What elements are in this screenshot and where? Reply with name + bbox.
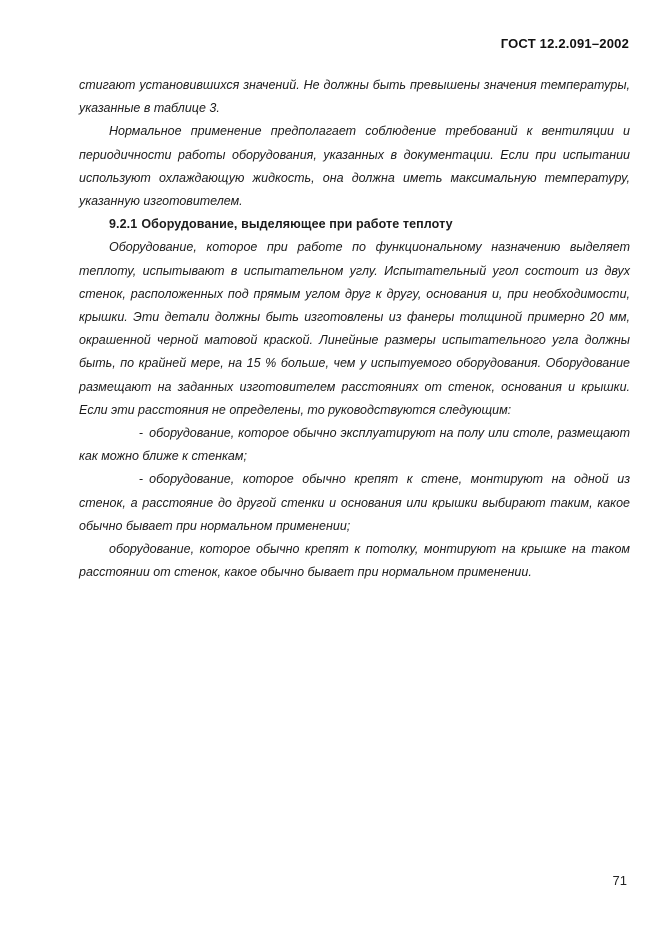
- list-item: [79, 422, 630, 468]
- section-number: 9.2.1: [109, 217, 138, 232]
- list-dash: -: [139, 426, 144, 441]
- list-item: [79, 538, 630, 584]
- section-title: Оборудование, выделяющее при работе теплоту: [141, 217, 453, 232]
- standard-code-header: ГОСТ 12.2.091–2002: [500, 36, 629, 51]
- document-body: [79, 74, 630, 584]
- list-dash: -: [139, 472, 144, 487]
- list-item-text: оборудование, которое обычно крепят к стене, монтируют на одной из стенок, а расстояние до другой стенки и основания или крышки выбирают таким, какое обычно бывает при нормальном применении;: [79, 472, 630, 533]
- paragraph-continuation: стигают установившихся значений. Не должны быть превышены значения температуры, указанные в таблице 3.: [79, 78, 630, 116]
- page-number: 71: [612, 873, 627, 888]
- list-item-text: оборудование, которое обычно эксплуатируют на полу или столе, размещают как можно ближе к стенкам;: [79, 426, 630, 464]
- paragraph-normal-use: Нормальное применение предполагает соблюдение требований к вентиляции и периодичности работы оборудования, указанных в документации. Если при испытании используют охлаждающую жидкость, она должна иметь максимальную температуру, указанную изготовителем.: [79, 124, 630, 209]
- section-heading: [79, 213, 630, 236]
- paragraph-test-corner: Оборудование, которое при работе по функциональному назначению выделяет теплоту, испытывают в испытательном углу. Испытательный угол состоит из двух стенок, расположенных под прямым углом друг к другу, основания и, при необходимости, крышки. Эти детали должны быть изготовлены из фанеры толщиной примерно 20 мм, окрашенной черной матовой краской. Линейные размеры испытательного угла должны быть, по крайней мере, на 15 % больше, чем у испытуемого оборудования. Оборудование размещают на заданных изготовителем расстояниях от стенок, основания и крышки. Если эти расстояния не определены, то руководствуются следующим:: [79, 240, 630, 417]
- list-item-text: оборудование, которое обычно крепят к потолку, монтируют на крышке на таком расстоянии от стенок, какое обычно бывает при нормальном применении.: [79, 542, 630, 580]
- list-item: [79, 468, 630, 538]
